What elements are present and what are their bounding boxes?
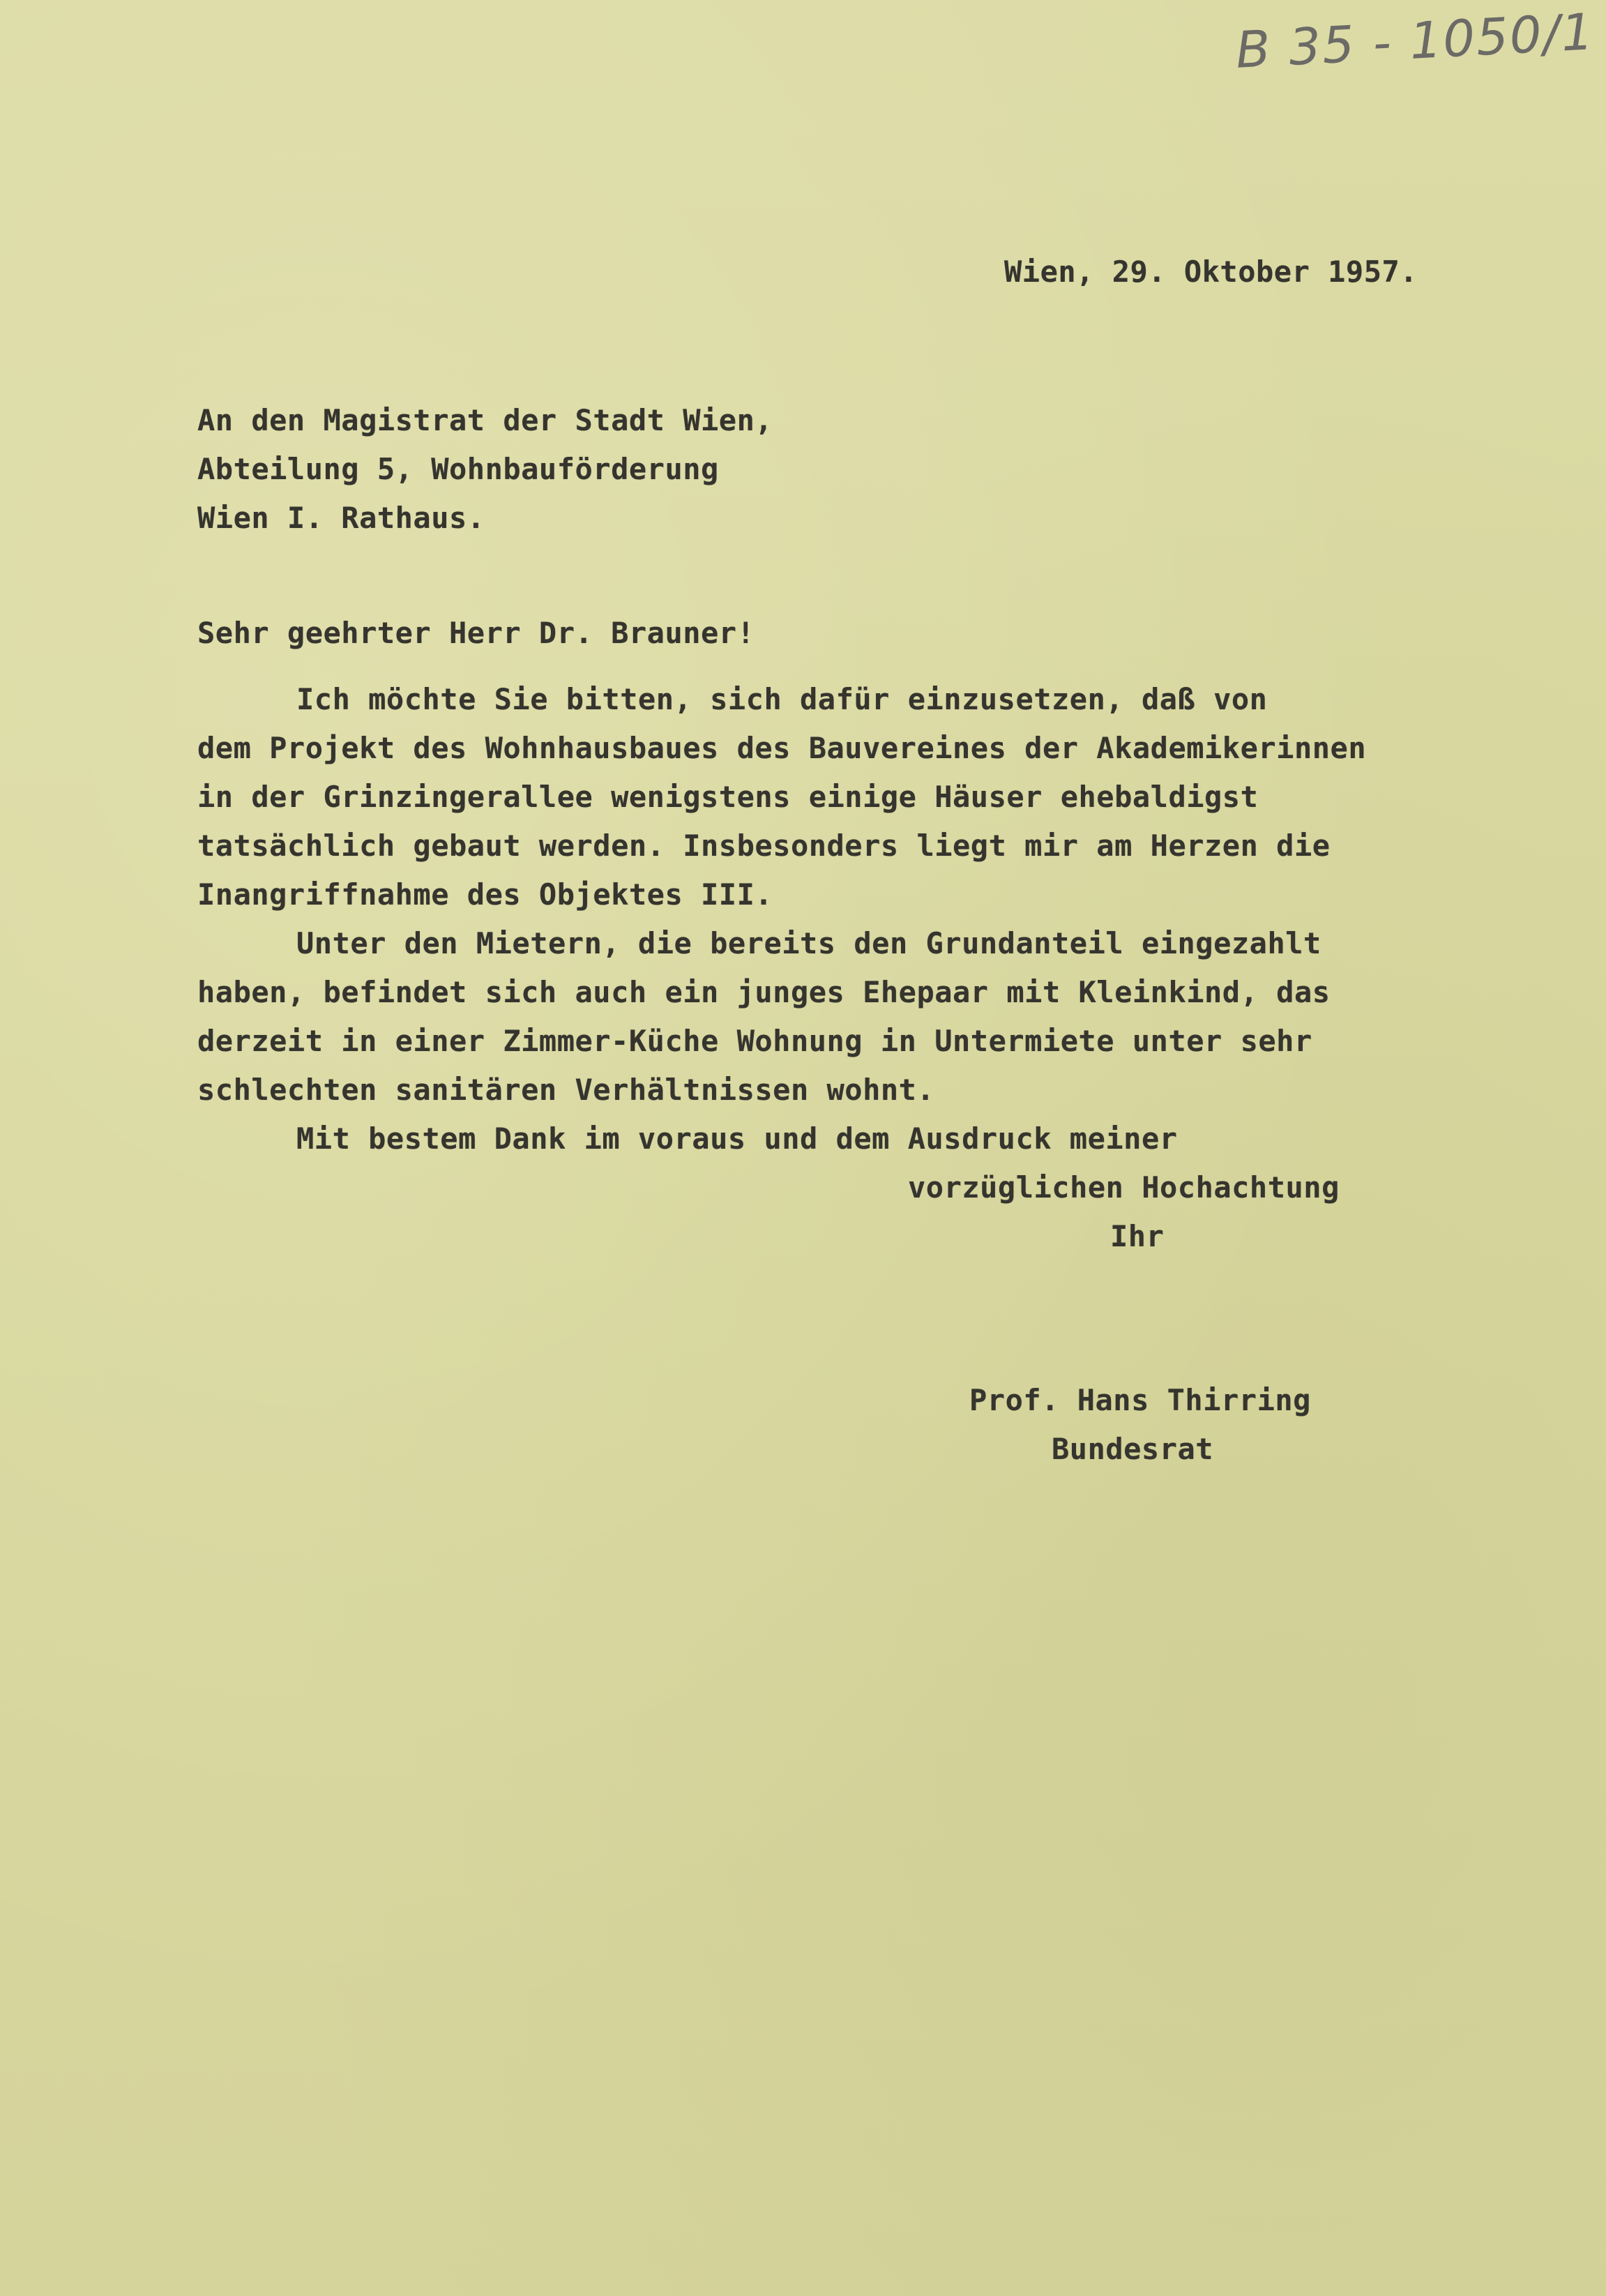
body-line: dem Projekt des Wohnhausbaues des Bauvereines der Akademikerinnen: [197, 731, 1367, 765]
body-line: Inangriffnahme des Objektes III.: [197, 877, 773, 912]
body-line: derzeit in einer Zimmer-Küche Wohnung in Untermiete unter sehr: [197, 1024, 1312, 1058]
body-line: in der Grinzingerallee wenigstens einige Häuser ehebaldigst: [197, 780, 1259, 814]
body-line: schlechten sanitären Verhältnissen wohnt.: [197, 1073, 935, 1107]
recipient-line: Abteilung 5, Wohnbauförderung: [197, 452, 719, 486]
closing-line: Mit bestem Dank im voraus und dem Ausdruck meiner: [296, 1121, 1178, 1156]
body-line: Unter den Mietern, die bereits den Grundanteil eingezahlt: [296, 926, 1321, 960]
closing-line: Ihr: [1110, 1219, 1165, 1253]
recipient-line: An den Magistrat der Stadt Wien,: [197, 403, 773, 437]
letter-date: Wien, 29. Oktober 1957.: [1004, 255, 1418, 289]
archive-number: B 35 - 1050/1: [1234, 2, 1596, 80]
salutation: Sehr geehrter Herr Dr. Brauner!: [197, 616, 755, 650]
closing-line: vorzüglichen Hochachtung: [908, 1170, 1340, 1204]
body-line: tatsächlich gebaut werden. Insbesonders liegt mir am Herzen die: [197, 829, 1331, 863]
signature-name: Prof. Hans Thirring: [969, 1383, 1311, 1417]
body-line: Ich möchte Sie bitten, sich dafür einzusetzen, daß von: [296, 682, 1268, 716]
recipient-line: Wien I. Rathaus.: [197, 501, 485, 535]
signature-title: Bundesrat: [1052, 1432, 1214, 1466]
body-line: haben, befindet sich auch ein junges Ehepaar mit Kleinkind, das: [197, 975, 1331, 1009]
